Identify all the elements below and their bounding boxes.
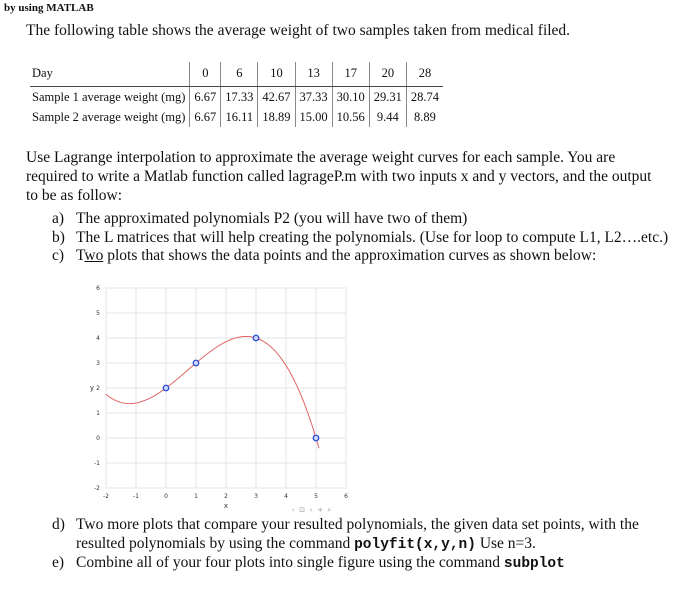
toolbar-glyph: ⊡ <box>299 506 306 514</box>
list-item <box>52 247 672 266</box>
list-item <box>52 554 682 574</box>
value-cell: 6.67 <box>190 107 221 127</box>
day-cell: 10 <box>258 62 295 87</box>
task-text <box>76 516 682 554</box>
value-cell: 15.00 <box>295 107 332 127</box>
interpolation-plot <box>88 282 358 514</box>
value-cell: 16.11 <box>221 107 258 127</box>
data-point <box>253 335 259 341</box>
task-text-underlined: wo <box>84 247 104 264</box>
task-text <box>76 247 672 266</box>
day-cell: 6 <box>221 62 258 87</box>
data-point <box>193 360 199 366</box>
lower-task-list <box>52 516 682 574</box>
instructions-text: Use Lagrange interpolation to approximate the average weight curves for each sample. You are required to write a Matlab function called lagrageP.m with two inputs x and y vectors, and the output to be as follow: <box>26 149 652 204</box>
task-text: The L matrices that will help creating the polynomials. (Use for loop to compute L1, L2….etc.) <box>76 228 669 246</box>
task-tag: a) <box>52 210 65 227</box>
y-tick-label: 5 <box>96 310 100 317</box>
y-tick-label: 3 <box>96 360 100 367</box>
row-label: Sample 1 average weight (mg) <box>32 89 186 104</box>
task-text-suffix: plots that shows the data points and the approximation curves as shown below: <box>103 247 597 264</box>
x-tick-label: 6 <box>344 493 348 500</box>
task-tag: b) <box>52 228 65 246</box>
x-axis-label: x <box>223 502 229 510</box>
value-cell: 42.67 <box>258 87 295 108</box>
y-tick-label: 4 <box>96 335 100 342</box>
task-text-after: Use n=3. <box>475 534 536 552</box>
value-cell: 6.67 <box>190 87 221 108</box>
list-item <box>52 210 672 229</box>
data-point <box>313 435 319 441</box>
x-tick-label: 5 <box>314 493 318 500</box>
toolbar-glyph: + <box>317 506 324 514</box>
x-tick-label: 2 <box>224 493 228 500</box>
y-tick-label: 1 <box>96 410 100 417</box>
header-note: by using MATLAB <box>4 2 94 14</box>
value-cell: 37.33 <box>295 87 332 108</box>
task-tag: e) <box>52 554 65 571</box>
table-header-label: Day <box>30 62 190 87</box>
x-tick-label: 4 <box>284 493 288 500</box>
y-tick-label: -2 <box>94 485 100 492</box>
y-tick-label: 0 <box>96 435 100 442</box>
y-tick-label: 2 <box>96 385 100 392</box>
day-cell: 0 <box>190 62 221 87</box>
x-tick-label: 3 <box>254 493 258 500</box>
value-cell: 8.89 <box>406 107 443 127</box>
value-cell: 30.10 <box>332 87 369 108</box>
x-tick-label: -2 <box>103 493 109 500</box>
day-cell: 20 <box>369 62 406 87</box>
toolbar-glyph: ⌕ <box>327 506 332 514</box>
y-axis-label: y <box>89 384 95 392</box>
x-tick-label: 0 <box>164 493 168 500</box>
x-tick-label: -1 <box>133 493 139 500</box>
task-tag: d) <box>52 516 65 533</box>
list-item <box>52 229 672 248</box>
day-cell: 17 <box>332 62 369 87</box>
value-cell: 28.74 <box>406 87 443 108</box>
value-cell: 10.56 <box>332 107 369 127</box>
toolbar-glyph: ‹ <box>291 506 295 514</box>
y-tick-label: -1 <box>94 460 100 467</box>
table-header-row <box>30 62 443 87</box>
table-row <box>30 87 443 108</box>
toolbar-glyph: › <box>309 506 313 514</box>
intro-text: The following table shows the average weight of two samples taken from medical filed. <box>26 22 571 39</box>
task-tag: c) <box>52 247 65 264</box>
code-snippet: subplot <box>503 556 565 572</box>
value-cell: 18.89 <box>258 107 295 127</box>
day-cell: 28 <box>406 62 443 87</box>
day-cell: 13 <box>295 62 332 87</box>
task-list <box>52 210 672 266</box>
task-text-main: Two more plots that compare your resulted polynomials, the given data set points, with the resulted polynomials by using the command <box>76 516 639 552</box>
list-item <box>52 516 682 554</box>
value-cell: 29.31 <box>369 87 406 108</box>
table-row <box>30 107 443 127</box>
value-cell: 17.33 <box>221 87 258 108</box>
y-tick-label: 6 <box>96 285 100 292</box>
task-text-prefix: T <box>76 247 85 264</box>
task-text <box>76 554 565 574</box>
task-text: The approximated polynomials P2 (you will have two of them) <box>76 210 468 227</box>
data-point <box>163 385 169 391</box>
code-snippet: polyfit(x,y,n) <box>354 536 476 553</box>
row-label: Sample 2 average weight (mg) <box>32 109 186 124</box>
task-text-main: Combine all of your four plots into single figure using the command <box>76 554 504 571</box>
weights-table <box>30 62 443 127</box>
x-tick-label: 1 <box>194 493 198 500</box>
value-cell: 9.44 <box>369 107 406 127</box>
